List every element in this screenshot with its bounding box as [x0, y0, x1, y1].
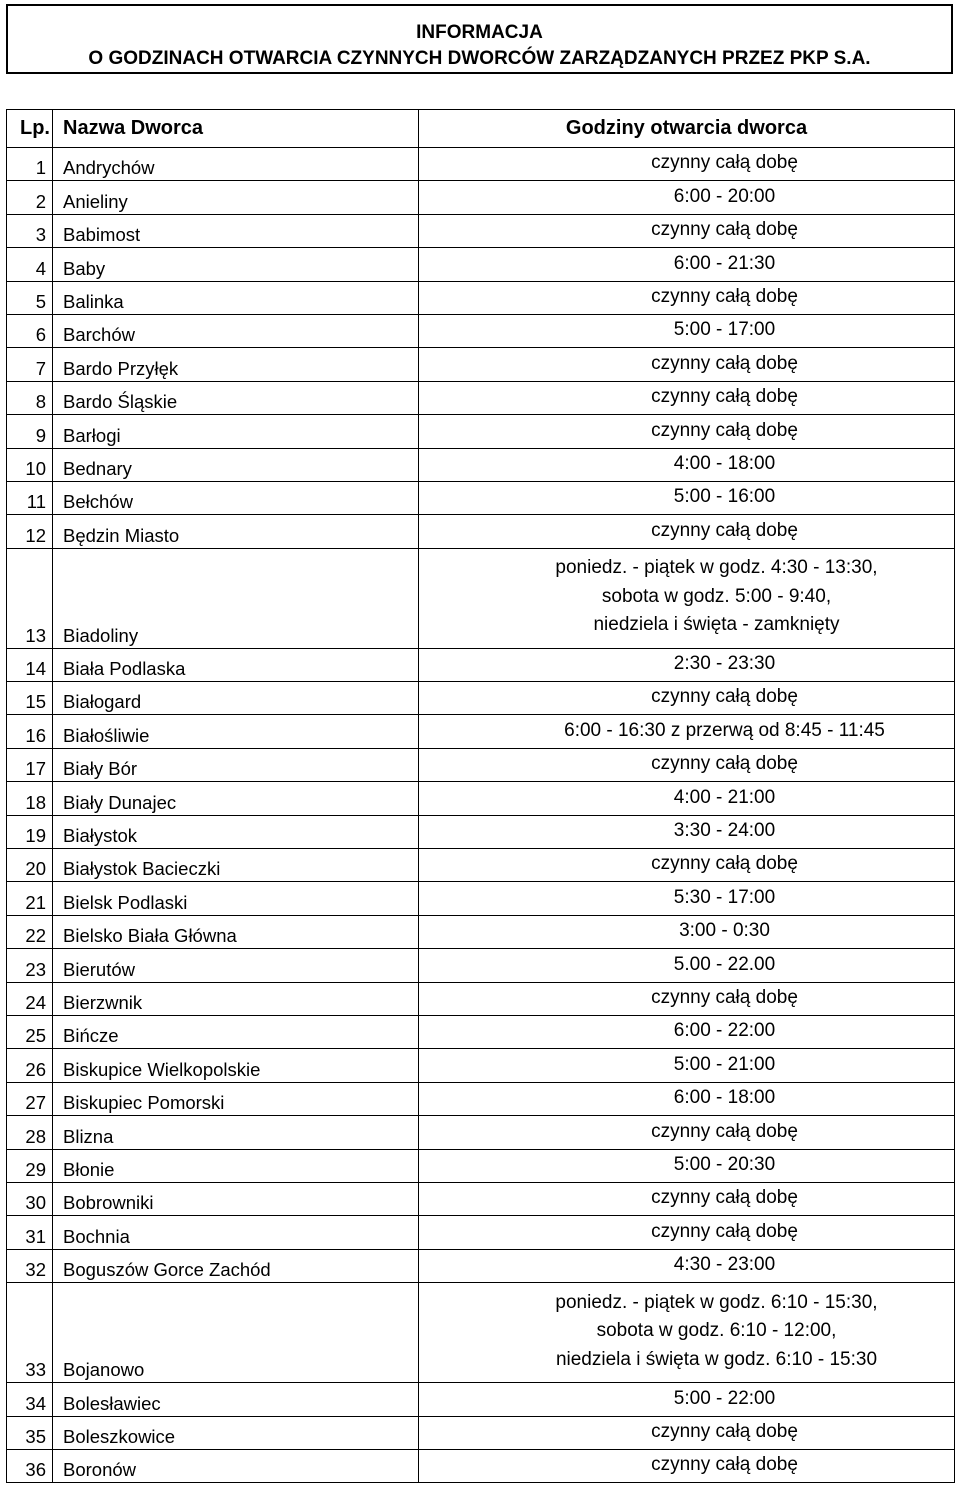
opening-hours [419, 148, 955, 181]
row-number: 36 [7, 1449, 53, 1482]
opening-hours [419, 181, 955, 214]
opening-hours [419, 782, 955, 815]
document-title [6, 4, 953, 74]
stations-table [6, 109, 955, 1483]
opening-hours-line: 4:00 - 21:00 [673, 786, 776, 808]
station-name: Bierzwnik [53, 982, 419, 1015]
opening-hours-line: czynny całą dobę [651, 686, 798, 708]
opening-hours [419, 281, 955, 314]
station-name: Boleszkowice [53, 1416, 419, 1449]
opening-hours-line: czynny całą dobę [651, 1187, 798, 1209]
row-number: 34 [7, 1383, 53, 1416]
station-name: Biały Bór [53, 748, 419, 781]
row-number: 17 [7, 748, 53, 781]
station-name: Biała Podlaska [53, 648, 419, 681]
opening-hours [419, 481, 955, 514]
table-row [7, 1049, 955, 1082]
opening-hours-line: czynny całą dobę [651, 419, 798, 441]
opening-hours-line: poniedz. - piątek w godz. 4:30 - 13:30, [555, 557, 878, 579]
table-row [7, 1182, 955, 1215]
station-name: Białystok Bacieczki [53, 849, 419, 882]
station-name: Bardo Śląskie [53, 381, 419, 414]
row-number: 2 [7, 181, 53, 214]
table-row [7, 314, 955, 347]
opening-hours-line: czynny całą dobę [651, 285, 798, 307]
opening-hours-line: czynny całą dobę [651, 753, 798, 775]
row-number: 4 [7, 248, 53, 281]
row-number: 26 [7, 1049, 53, 1082]
opening-hours [419, 849, 955, 882]
opening-hours-line: 3:30 - 24:00 [673, 820, 776, 842]
station-name: Biały Dunajec [53, 782, 419, 815]
row-number: 29 [7, 1149, 53, 1182]
opening-hours-line: 3:00 - 0:30 [679, 920, 770, 942]
station-name: Biskupiec Pomorski [53, 1082, 419, 1115]
opening-hours [419, 748, 955, 781]
opening-hours-line: 5:30 - 17:00 [673, 886, 776, 908]
table-row [7, 548, 955, 648]
row-number: 14 [7, 648, 53, 681]
column-header-name: Nazwa Dworca [53, 110, 419, 148]
row-number: 11 [7, 481, 53, 514]
opening-hours-line: czynny całą dobę [651, 519, 798, 541]
table-row [7, 1249, 955, 1282]
table-row [7, 481, 955, 514]
opening-hours [419, 815, 955, 848]
opening-hours [419, 1182, 955, 1215]
opening-hours [419, 715, 955, 748]
station-name: Będzin Miasto [53, 515, 419, 548]
opening-hours [419, 915, 955, 948]
station-name: Błonie [53, 1149, 419, 1182]
station-name: Bochnia [53, 1216, 419, 1249]
row-number: 32 [7, 1249, 53, 1282]
station-name: Białogard [53, 682, 419, 715]
opening-hours-line: 2:30 - 23:30 [673, 653, 776, 675]
opening-hours [419, 682, 955, 715]
station-name: Biskupice Wielkopolskie [53, 1049, 419, 1082]
station-name: Barłogi [53, 415, 419, 448]
table-row [7, 248, 955, 281]
table-row [7, 214, 955, 247]
opening-hours-line: 6:00 - 22:00 [673, 1020, 776, 1042]
row-number: 28 [7, 1116, 53, 1149]
table-row [7, 1082, 955, 1115]
row-number: 12 [7, 515, 53, 548]
table-body [7, 148, 955, 1483]
row-number: 24 [7, 982, 53, 1015]
opening-hours-line: czynny całą dobę [651, 152, 798, 174]
opening-hours [419, 448, 955, 481]
station-name: Boronów [53, 1449, 419, 1482]
opening-hours [419, 1249, 955, 1282]
opening-hours [419, 1116, 955, 1149]
opening-hours [419, 1216, 955, 1249]
row-number: 19 [7, 815, 53, 848]
opening-hours-line: 6:00 - 21:30 [673, 252, 776, 274]
table-row [7, 1383, 955, 1416]
row-number: 9 [7, 415, 53, 448]
row-number: 8 [7, 381, 53, 414]
table-row [7, 748, 955, 781]
table-row [7, 815, 955, 848]
table-row [7, 882, 955, 915]
table-row [7, 148, 955, 181]
station-name: Baby [53, 248, 419, 281]
table-row [7, 1216, 955, 1249]
opening-hours [419, 1149, 955, 1182]
table-row [7, 1149, 955, 1182]
station-name: Anieliny [53, 181, 419, 214]
row-number: 33 [7, 1283, 53, 1383]
station-name: Balinka [53, 281, 419, 314]
row-number: 21 [7, 882, 53, 915]
opening-hours-line: czynny całą dobę [651, 986, 798, 1008]
opening-hours [419, 1449, 955, 1482]
table-row [7, 682, 955, 715]
station-name: Bińcze [53, 1015, 419, 1048]
row-number: 1 [7, 148, 53, 181]
row-number: 22 [7, 915, 53, 948]
opening-hours [419, 214, 955, 247]
row-number: 23 [7, 949, 53, 982]
station-name: Białystok [53, 815, 419, 848]
table-row [7, 1116, 955, 1149]
column-header-lp: Lp. [7, 110, 53, 148]
table-row [7, 1283, 955, 1383]
row-number: 6 [7, 314, 53, 347]
row-number: 35 [7, 1416, 53, 1449]
table-row [7, 982, 955, 1015]
opening-hours-line: 6:00 - 18:00 [673, 1087, 776, 1109]
row-number: 5 [7, 281, 53, 314]
row-number: 18 [7, 782, 53, 815]
station-name: Bolesławiec [53, 1383, 419, 1416]
table-row [7, 1416, 955, 1449]
opening-hours-line: 6:00 - 16:30 z przerwą od 8:45 - 11:45 [564, 719, 885, 741]
opening-hours-line: niedziela i święta w godz. 6:10 - 15:30 [555, 1348, 878, 1370]
opening-hours-line: czynny całą dobę [651, 853, 798, 875]
opening-hours [419, 882, 955, 915]
opening-hours-line: czynny całą dobę [651, 1454, 798, 1476]
table-row [7, 381, 955, 414]
row-number: 30 [7, 1182, 53, 1215]
opening-hours-line: czynny całą dobę [651, 386, 798, 408]
row-number: 31 [7, 1216, 53, 1249]
table-row [7, 915, 955, 948]
table-row [7, 1015, 955, 1048]
table-header-row [7, 110, 955, 148]
station-name: Bardo Przyłęk [53, 348, 419, 381]
opening-hours [419, 515, 955, 548]
opening-hours-line: sobota w godz. 6:10 - 12:00, [596, 1320, 837, 1342]
opening-hours-line: 5:00 - 20:30 [673, 1153, 776, 1175]
opening-hours-line: 5:00 - 17:00 [673, 319, 776, 341]
column-header-hours: Godziny otwarcia dworca [419, 110, 955, 148]
station-name: Bełchów [53, 481, 419, 514]
row-number: 15 [7, 682, 53, 715]
table-row [7, 715, 955, 748]
station-name: Blizna [53, 1116, 419, 1149]
table-row [7, 949, 955, 982]
opening-hours-line: 4:00 - 18:00 [673, 452, 776, 474]
table-row [7, 782, 955, 815]
table-row [7, 648, 955, 681]
opening-hours-line: poniedz. - piątek w godz. 6:10 - 15:30, [555, 1291, 878, 1313]
opening-hours-line: 5:00 - 21:00 [673, 1053, 776, 1075]
opening-hours [419, 1283, 955, 1383]
table-row [7, 849, 955, 882]
opening-hours [419, 949, 955, 982]
station-name: Bielsk Podlaski [53, 882, 419, 915]
opening-hours [419, 248, 955, 281]
opening-hours [419, 982, 955, 1015]
station-name: Bednary [53, 448, 419, 481]
opening-hours [419, 1082, 955, 1115]
station-name: Bierutów [53, 949, 419, 982]
station-name: Barchów [53, 314, 419, 347]
opening-hours [419, 1049, 955, 1082]
row-number: 10 [7, 448, 53, 481]
row-number: 7 [7, 348, 53, 381]
table-row [7, 415, 955, 448]
opening-hours-line: czynny całą dobę [651, 1420, 798, 1442]
opening-hours-line: 6:00 - 20:00 [673, 185, 776, 207]
table-row [7, 1449, 955, 1482]
station-name: Białośliwie [53, 715, 419, 748]
station-name: Boguszów Gorce Zachód [53, 1249, 419, 1282]
row-number: 27 [7, 1082, 53, 1115]
opening-hours-line: 4:30 - 23:00 [673, 1254, 776, 1276]
row-number: 3 [7, 214, 53, 247]
row-number: 13 [7, 548, 53, 648]
opening-hours [419, 548, 955, 648]
table-row [7, 281, 955, 314]
opening-hours-line: 5:00 - 22:00 [673, 1387, 776, 1409]
table-row [7, 181, 955, 214]
station-name: Andrychów [53, 148, 419, 181]
row-number: 20 [7, 849, 53, 882]
opening-hours [419, 415, 955, 448]
opening-hours-line: czynny całą dobę [651, 1220, 798, 1242]
station-name: Biadoliny [53, 548, 419, 648]
opening-hours-line: niedziela i święta - zamknięty [593, 614, 840, 636]
opening-hours [419, 348, 955, 381]
station-name: Bielsko Biała Główna [53, 915, 419, 948]
table-row [7, 448, 955, 481]
station-name: Babimost [53, 214, 419, 247]
opening-hours-line: 5:00 - 16:00 [673, 486, 776, 508]
opening-hours-line: czynny całą dobę [651, 1120, 798, 1142]
station-name: Bobrowniki [53, 1182, 419, 1215]
table-row [7, 348, 955, 381]
table-row [7, 515, 955, 548]
title-line-2: O GODZINACH OTWARCIA CZYNNYCH DWORCÓW ZARZĄDZANYCH PRZEZ PKP S.A. [88, 48, 871, 69]
row-number: 16 [7, 715, 53, 748]
station-name: Bojanowo [53, 1283, 419, 1383]
opening-hours [419, 648, 955, 681]
opening-hours [419, 381, 955, 414]
opening-hours [419, 1015, 955, 1048]
opening-hours-line: sobota w godz. 5:00 - 9:40, [601, 585, 832, 607]
opening-hours [419, 1416, 955, 1449]
opening-hours-line: czynny całą dobę [651, 219, 798, 241]
opening-hours-line: 5.00 - 22.00 [673, 953, 776, 975]
opening-hours [419, 1383, 955, 1416]
opening-hours [419, 314, 955, 347]
row-number: 25 [7, 1015, 53, 1048]
title-line-1: INFORMACJA [416, 22, 543, 43]
opening-hours-line: czynny całą dobę [651, 352, 798, 374]
